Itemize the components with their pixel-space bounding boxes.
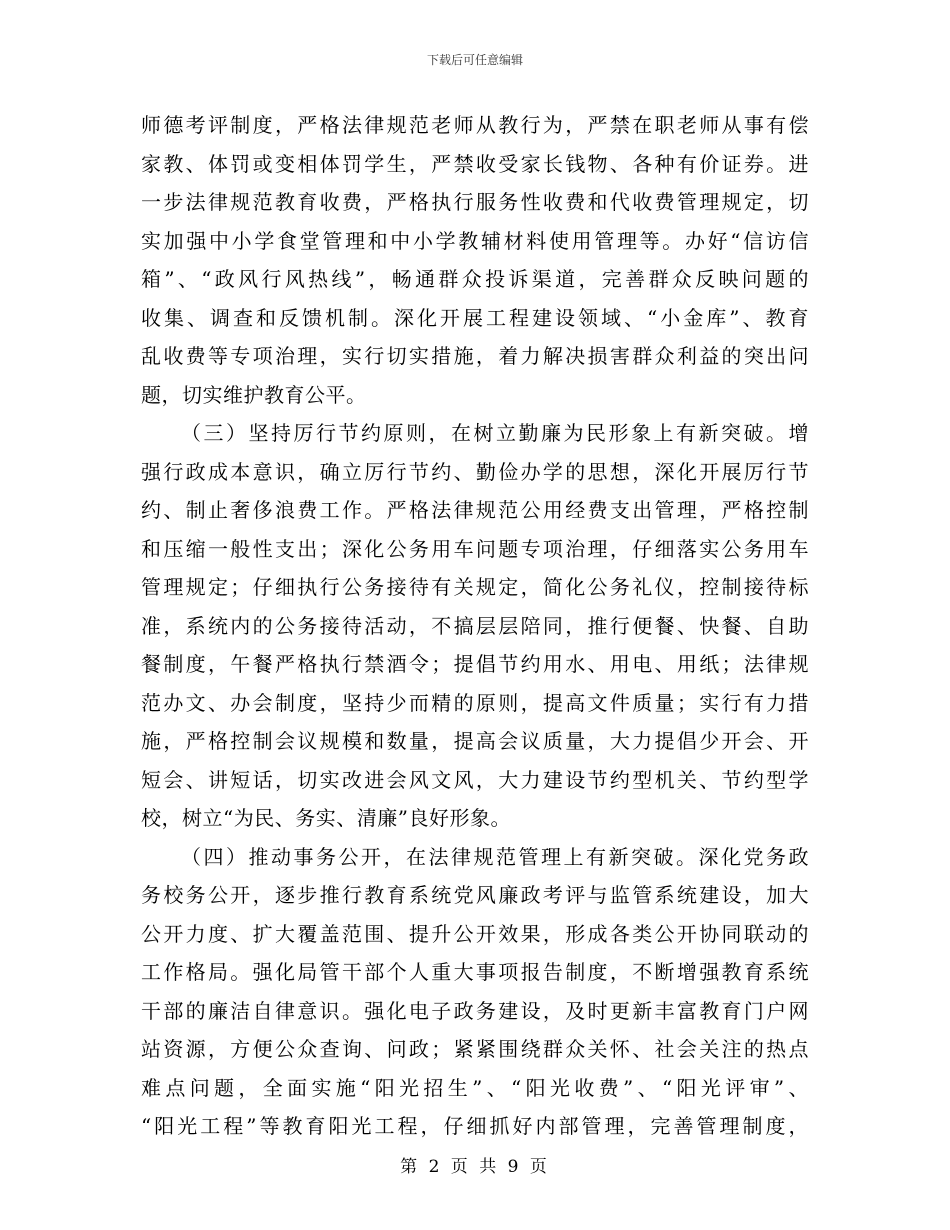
text-line: （三）坚持厉行节约原则，在树立勤廉为民形象上有新突破。增 [181,421,809,445]
text-line: 准，系统内的公务接待活动，不搞层层陪同，推行便餐、快餐、自助 [141,613,809,638]
text-line: 站资源，方便公众查询、问政；紧紧围绕群众关怀、社会关注的热点 [141,1037,809,1061]
text-line: 实加强中小学食堂管理和中小学教辅材料使用管理等。办好“信访信 [141,228,809,253]
text-line: 餐制度，午餐严格执行禁酒令；提倡节约用水、用电、用纸；法律规 [141,652,809,676]
text-line: 干部的廉洁自律意识。强化电子政务建设，及时更新丰富教育门户网 [141,998,809,1023]
text-line: “阳光工程”等教育阳光工程，仔细抓好内部管理，完善管理制度， [141,1114,809,1138]
text-line: 工作格局。强化局管干部个人重大事项报告制度，不断增强教育系统 [141,960,809,984]
text-line: 务校务公开，逐步推行教育系统党风廉政考评与监管系统建设，加大 [141,883,809,907]
text-line: 范办文、办会制度，坚持少而精的原则，提高文件质量；实行有力措 [141,690,809,715]
text-line: 家教、体罚或变相体罚学生，严禁收受家长钱物、各种有价证券。进 [141,151,809,176]
text-line: 管理规定；仔细执行公务接待有关规定，简化公务礼仪，控制接待标 [141,575,809,599]
text-line: 强行政成本意识，确立厉行节约、勤俭办学的思想，深化开展厉行节 [141,459,809,484]
text-line: 公开力度、扩大覆盖范围、提升公开效果，形成各类公开协同联动的 [141,921,809,946]
text-line: 施，严格控制会议规模和数量，提高会议质量，大力提倡少开会、开 [141,729,809,753]
text-line: 校，树立“为民、务实、清廉”良好形象。 [141,806,511,830]
page-number-footer: 第 2 页 共 9 页 [400,1157,550,1177]
text-line: 收集、调查和反馈机制。深化开展工程建设领域、“小金库”、教育 [141,305,809,330]
document-body [141,106,809,1146]
text-line: 师德考评制度，严格法律规范老师从教行为，严禁在职老师从事有偿 [141,113,809,137]
text-line: 难点问题，全面实施“阳光招生”、“阳光收费”、“阳光评审”、 [141,1075,809,1100]
text-line: 乱收费等专项治理，实行切实措施，着力解决损害群众利益的突出问 [141,344,809,368]
text-line: （四）推动事务公开，在法律规范管理上有新突破。深化党务政 [181,844,809,869]
text-line: 题，切实维护教育公平。 [141,382,367,407]
text-line: 箱”、“政风行风热线”，畅通群众投诉渠道，完善群众反映问题的 [141,267,809,291]
text-line: 约、制止奢侈浪费工作。严格法律规范公用经费支出管理，严格控制 [141,498,809,522]
text-line: 一步法律规范教育收费，严格执行服务性收费和代收费管理规定，切 [141,190,809,214]
text-line: 短会、讲短话，切实改进会风文风，大力建设节约型机关、节约型学 [141,767,809,792]
page-header-note: 下载后可任意编辑 [426,53,523,67]
text-line: 和压缩一般性支出；深化公务用车问题专项治理，仔细落实公务用车 [141,536,809,561]
